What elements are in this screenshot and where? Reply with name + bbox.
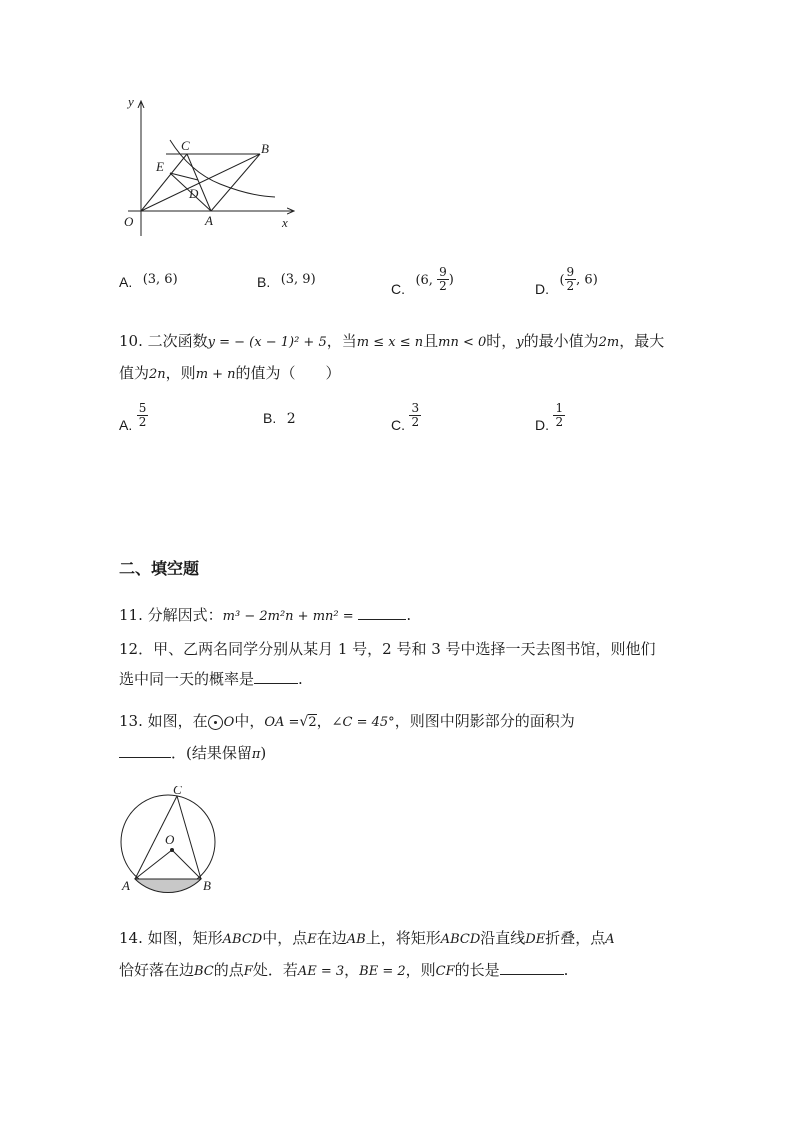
line-oa xyxy=(135,850,172,879)
question-12: 12．甲、乙两名同学分别从某月 1 号，2 号和 3 号中选择一天去图书馆，则他们 选中同一天的概率是 . xyxy=(119,640,656,688)
q10-a-fraction: $\frac{5}{2}$ xyxy=(138,401,147,429)
label-a: A xyxy=(205,213,213,228)
coordinate-figure xyxy=(110,92,310,237)
q11-answer-blank[interactable] xyxy=(358,605,406,620)
label-a: A xyxy=(122,878,130,893)
line-ca xyxy=(187,154,211,211)
q14-answer-blank[interactable] xyxy=(500,960,564,975)
q9-option-d[interactable]: D. ( $\frac{9}{2}$ , 6) xyxy=(535,265,598,297)
q10-option-a[interactable]: A. $\frac{5}{2}$ xyxy=(119,401,147,433)
label-y: y xyxy=(128,94,134,109)
label-c: C xyxy=(181,138,190,153)
label-x: x xyxy=(282,215,288,230)
label-b: B xyxy=(261,141,269,156)
question-13: 13. 如图，在 O中，OA =√2，∠C = 45°，则图中阴影部分的面积为 ．(结果保留π) xyxy=(119,712,575,762)
q9-option-a[interactable]: A. (3, 6) xyxy=(119,272,178,290)
shaded-segment xyxy=(135,879,201,893)
circle-symbol xyxy=(208,715,223,730)
q10-d-fraction: $\frac{1}{2}$ xyxy=(555,401,564,429)
label-c: C xyxy=(173,786,182,797)
label-b: B xyxy=(203,878,211,893)
section-title: 二、填空题 xyxy=(119,559,200,578)
question-14: 14. 如图，矩形ABCD中，点E在边AB上，将矩形ABCD沿直线DE折叠，点A 恰好落在边BC的点F处．若AE = 3，BE = 2，则CF的长是 . xyxy=(119,929,615,979)
label-e: E xyxy=(156,159,164,174)
q10-option-b[interactable]: B. 2 xyxy=(263,410,296,427)
q9-option-c[interactable]: C. (6, $\frac{9}{2}$ ) xyxy=(391,265,454,297)
q10-c-fraction: $\frac{3}{2}$ xyxy=(411,401,420,429)
q9-c-fraction: $\frac{9}{2}$ xyxy=(439,265,447,293)
question-11: 11. 分解因式：m³ − 2m²n + mn² = . xyxy=(119,606,412,624)
q10-option-c[interactable]: C. $\frac{3}{2}$ xyxy=(391,401,420,433)
line-ab xyxy=(211,154,260,211)
q9-d-fraction: $\frac{9}{2}$ xyxy=(566,265,575,293)
circle-figure xyxy=(118,786,222,896)
q10-option-d[interactable]: D. $\frac{1}{2}$ xyxy=(535,401,564,433)
question-10: 10. 二次函数y = − (x − 1)² + 5，当m ≤ x ≤ n且mn < 0时，y的最小值为2m，最大 值为2n，则m + n的值为（ ） xyxy=(119,332,665,382)
q12-answer-blank[interactable] xyxy=(254,669,298,684)
center-point xyxy=(170,848,174,852)
label-o: O xyxy=(124,214,134,229)
label-o: O xyxy=(165,832,175,847)
q13-answer-blank[interactable] xyxy=(119,743,171,758)
sqrt-sign: √ xyxy=(299,714,309,730)
label-d: D xyxy=(189,186,199,201)
q9-option-b[interactable]: B. (3, 9) xyxy=(257,272,316,290)
